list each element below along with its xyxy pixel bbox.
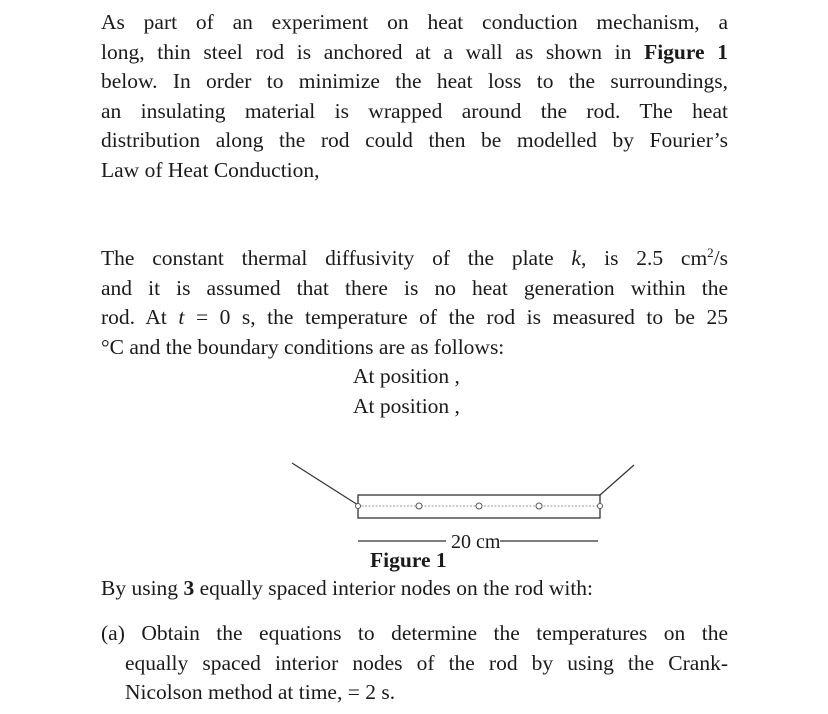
node-boundary-right <box>598 504 603 509</box>
node-2 <box>476 503 482 509</box>
left-anchor-line <box>292 463 358 505</box>
node-1 <box>416 503 422 509</box>
boundary-condition-1: At position , <box>353 364 460 388</box>
question-a <box>101 619 728 708</box>
question-a-line-2: equally spaced interior nodes of the rod by using the Crank- <box>125 650 728 675</box>
question-a-line-3: Nicolson method at time, = 2 s. <box>125 680 396 704</box>
figure-reference: Figure 1 <box>644 39 728 64</box>
intro-line-6: Law of Heat Conduction, <box>101 157 320 182</box>
rod-figure <box>280 455 650 585</box>
diffusivity-line-4: °C and the boundary conditions are as follows: <box>101 334 505 359</box>
boundary-condition-2: At position , <box>353 394 460 418</box>
figure-caption: Figure 1 <box>370 548 447 572</box>
intro-line-5: distribution along the rod could then be modelled by Fourier’s <box>101 128 728 152</box>
diffusivity-paragraph <box>101 244 728 362</box>
nodes-line: By using 3 equally spaced interior nodes on the rod with: <box>101 576 594 600</box>
right-anchor-line <box>600 465 634 495</box>
node-boundary-left <box>356 504 361 509</box>
question-a-line-1: (a) Obtain the equations to determine the temperatures on the <box>101 621 728 645</box>
diffusivity-line-1: The constant thermal diffusivity of the plate k, is 2.5 $cm^2/s$ <box>101 244 729 270</box>
intro-paragraph <box>101 8 728 185</box>
diffusivity-line-2: and it is assumed that there is no heat generation within the <box>101 275 728 300</box>
nodes-paragraph <box>101 574 728 604</box>
intro-line-2: long, thin steel rod is anchored at a wall as shown in Figure 1 <box>101 39 728 64</box>
node-3 <box>536 503 542 509</box>
diffusivity-line-3: rod. At t = 0 s, the temperature of the rod is measured to be 25 <box>101 305 728 329</box>
intro-line-3: below. In order to minimize the heat loss to the surroundings, <box>101 69 728 93</box>
intro-line-1: As part of an experiment on heat conduction mechanism, a <box>101 10 728 34</box>
rod-length-label: 20 cm <box>451 531 501 553</box>
intro-line-4: an insulating material is wrapped around the rod. The heat <box>101 98 728 123</box>
